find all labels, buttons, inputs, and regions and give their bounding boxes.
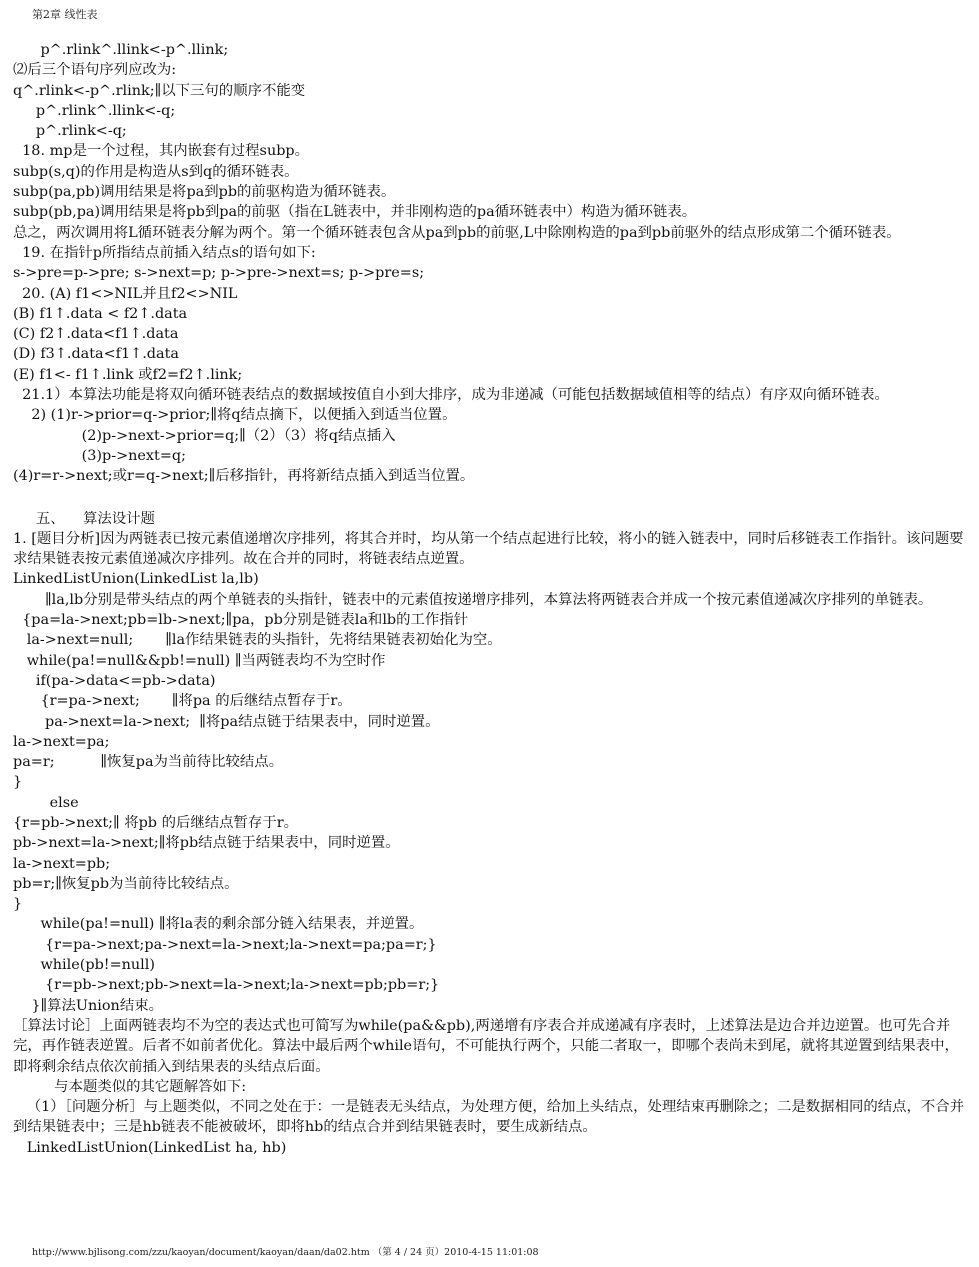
text-line: q^.rlink<-p^.rlink;∥以下三句的顺序不能变 [13, 82, 306, 99]
text-line: 总之，两次调用将L循环链表分解为两个。第一个循环链表包含从pa到pb的前驱,L中除刚构造的pa到pb前驱外的结点形成第二个循环链表。 [13, 224, 901, 241]
text-line: p^.rlink^.llink<-p^.llink; [13, 42, 229, 58]
text-line: {r=pa->next;pa->next=la->next;la->next=pa;pa=r;} [13, 936, 437, 953]
text-line: ⑵后三个语句序列应改为: [13, 62, 177, 79]
text-line: 21.1）本算法功能是将双向循环链表结点的数据域按值自小到大排序，成为非递减（可能包括数据域值相等的结点）有序双向循环链表。 [13, 387, 889, 404]
text-line: subp(s,q)的作用是构造从s到q的循环链表。 [13, 163, 299, 180]
text-line: } [13, 896, 23, 913]
text-line: 与本题类似的其它题解答如下: [13, 1078, 247, 1095]
text-line: {r=pb->next;∥ 将pb 的后继结点暂存于r。 [13, 814, 298, 831]
document-body [13, 40, 965, 1158]
text-line: {r=pb->next;pb->next=la->next;la->next=pb;pb=r;} [13, 977, 440, 994]
text-line: else [13, 794, 79, 811]
text-line: while(pa!=null) ∥将la表的剩余部分链入结果表，并逆置。 [13, 916, 424, 933]
text-line: la->next=pa; [13, 733, 110, 750]
text-line: 五、 算法设计题 [13, 510, 155, 527]
page-header: 第2章 线性表 [32, 8, 98, 21]
text-line: } [13, 774, 23, 791]
text-line: ∥la,lb分别是带头结点的两个单链表的头指针，链表中的元素值按递增序排列，本算法将两链表合并成一个按元素值递减次序排列的单链表。 [13, 591, 933, 608]
text-line: LinkedListUnion(LinkedList la,lb) [13, 571, 259, 588]
text-line: 18. mp是一个过程，其内嵌套有过程subp。 [13, 143, 310, 160]
text-line: 20. (A) f1<>NIL并且f2<>NIL [13, 285, 238, 302]
text-line: pb=r;∥恢复pb为当前待比较结点。 [13, 875, 239, 892]
blank-line [13, 487, 965, 509]
text-line: 1. [题目分析]因为两链表已按元素值递增次序排列，将其合并时，均从第一个结点起进行比较，将小的链入链表中，同时后移链表工作指针。该问题要求结果链表按元素值递减次序排列。故在合并的同时，将链表结点逆置。 [13, 530, 964, 568]
text-line: (B) f1↑.data < f2↑.data [13, 305, 188, 322]
text-line: pb->next=la->next;∥将pb结点链于结果表中，同时逆置。 [13, 835, 400, 852]
text-line: subp(pa,pb)调用结果是将pa到pb的前驱构造为循环链表。 [13, 184, 396, 201]
text-line: (4)r=r->next;或r=q->next;∥后移指针，再将新结点插入到适当位置。 [13, 468, 475, 485]
text-line: p^.rlink^.llink<-q; [13, 102, 176, 119]
text-line: la->next=pb; [13, 855, 111, 872]
text-line: (3)p->next=q; [13, 447, 186, 464]
text-line: LinkedListUnion(LinkedList ha, hb) [13, 1139, 287, 1156]
text-line: while(pa!=null&&pb!=null) ∥当两链表均不为空时作 [13, 652, 386, 669]
text-line: la->next=null; ∥la作结果链表的头指针，先将结果链表初始化为空。 [13, 632, 502, 649]
text-line: }∥算法Union结束。 [13, 997, 163, 1014]
text-line: (D) f3↑.data<f1↑.data [13, 346, 179, 363]
text-line: (C) f2↑.data<f1↑.data [13, 326, 179, 343]
text-line: p^.rlink<-q; [13, 123, 127, 140]
text-line: if(pa->data<=pb->data) [13, 672, 216, 689]
text-line: (E) f1<- f1↑.link 或f2=f2↑.link; [13, 366, 243, 383]
text-line: (2)p->next->prior=q;∥（2）（3）将q结点插入 [13, 427, 396, 444]
text-line: {pa=la->next;pb=lb->next;∥pa，pb分别是链表la和lb的工作指针 [13, 612, 469, 629]
text-line: while(pb!=null) [13, 957, 155, 974]
text-line: pa=r; ∥恢复pa为当前待比较结点。 [13, 754, 284, 771]
text-line: subp(pb,pa)调用结果是将pb到pa的前驱（指在L链表中，并非刚构造的pa循环链表中）构造为循环链表。 [13, 204, 697, 221]
text-line: {r=pa->next; ∥将pa 的后继结点暂存于r。 [13, 693, 352, 710]
text-line: 2) (1)r->prior=q->prior;∥将q结点摘下，以便插入到适当位置。 [13, 407, 457, 424]
text-line: （1）［问题分析］与上题类似，不同之处在于：一是链表无头结点，为处理方便，给加上头结点，处理结束再删除之；二是数据相同的结点，不合并到结果链表中；三是hb链表不能被破坏，即将hb的结点合并到结果链表时，要生成新结点。 [13, 1099, 965, 1136]
page-footer: http://www.bjlisong.com/zzu/kaoyan/document/kaoyan/daan/da02.htm （第 4 / 24 页）2010-4-15 11:01:08 [32, 1247, 539, 1258]
text-line: ［算法讨论］上面两链表均不为空的表达式也可简写为while(pa&&pb),两递增有序表合并成递减有序表时，上述算法是边合并边逆置。也可先合并完，再作链表逆置。后者不如前者优化。算法中最后两个while语句，不可能执行两个，只能二者取一，即哪个表尚未到尾，就将其逆置到结果表中，即将剩余结点依次前插入到结果表的头结点后面。 [13, 1017, 959, 1075]
text-line: pa->next=la->next; ∥将pa结点链于结果表中，同时逆置。 [13, 713, 440, 730]
text-line: 19. 在指针p所指结点前插入结点s的语句如下: [13, 244, 316, 261]
text-line: s->pre=p->pre; s->next=p; p->pre->next=s; p->pre=s; [13, 265, 425, 282]
